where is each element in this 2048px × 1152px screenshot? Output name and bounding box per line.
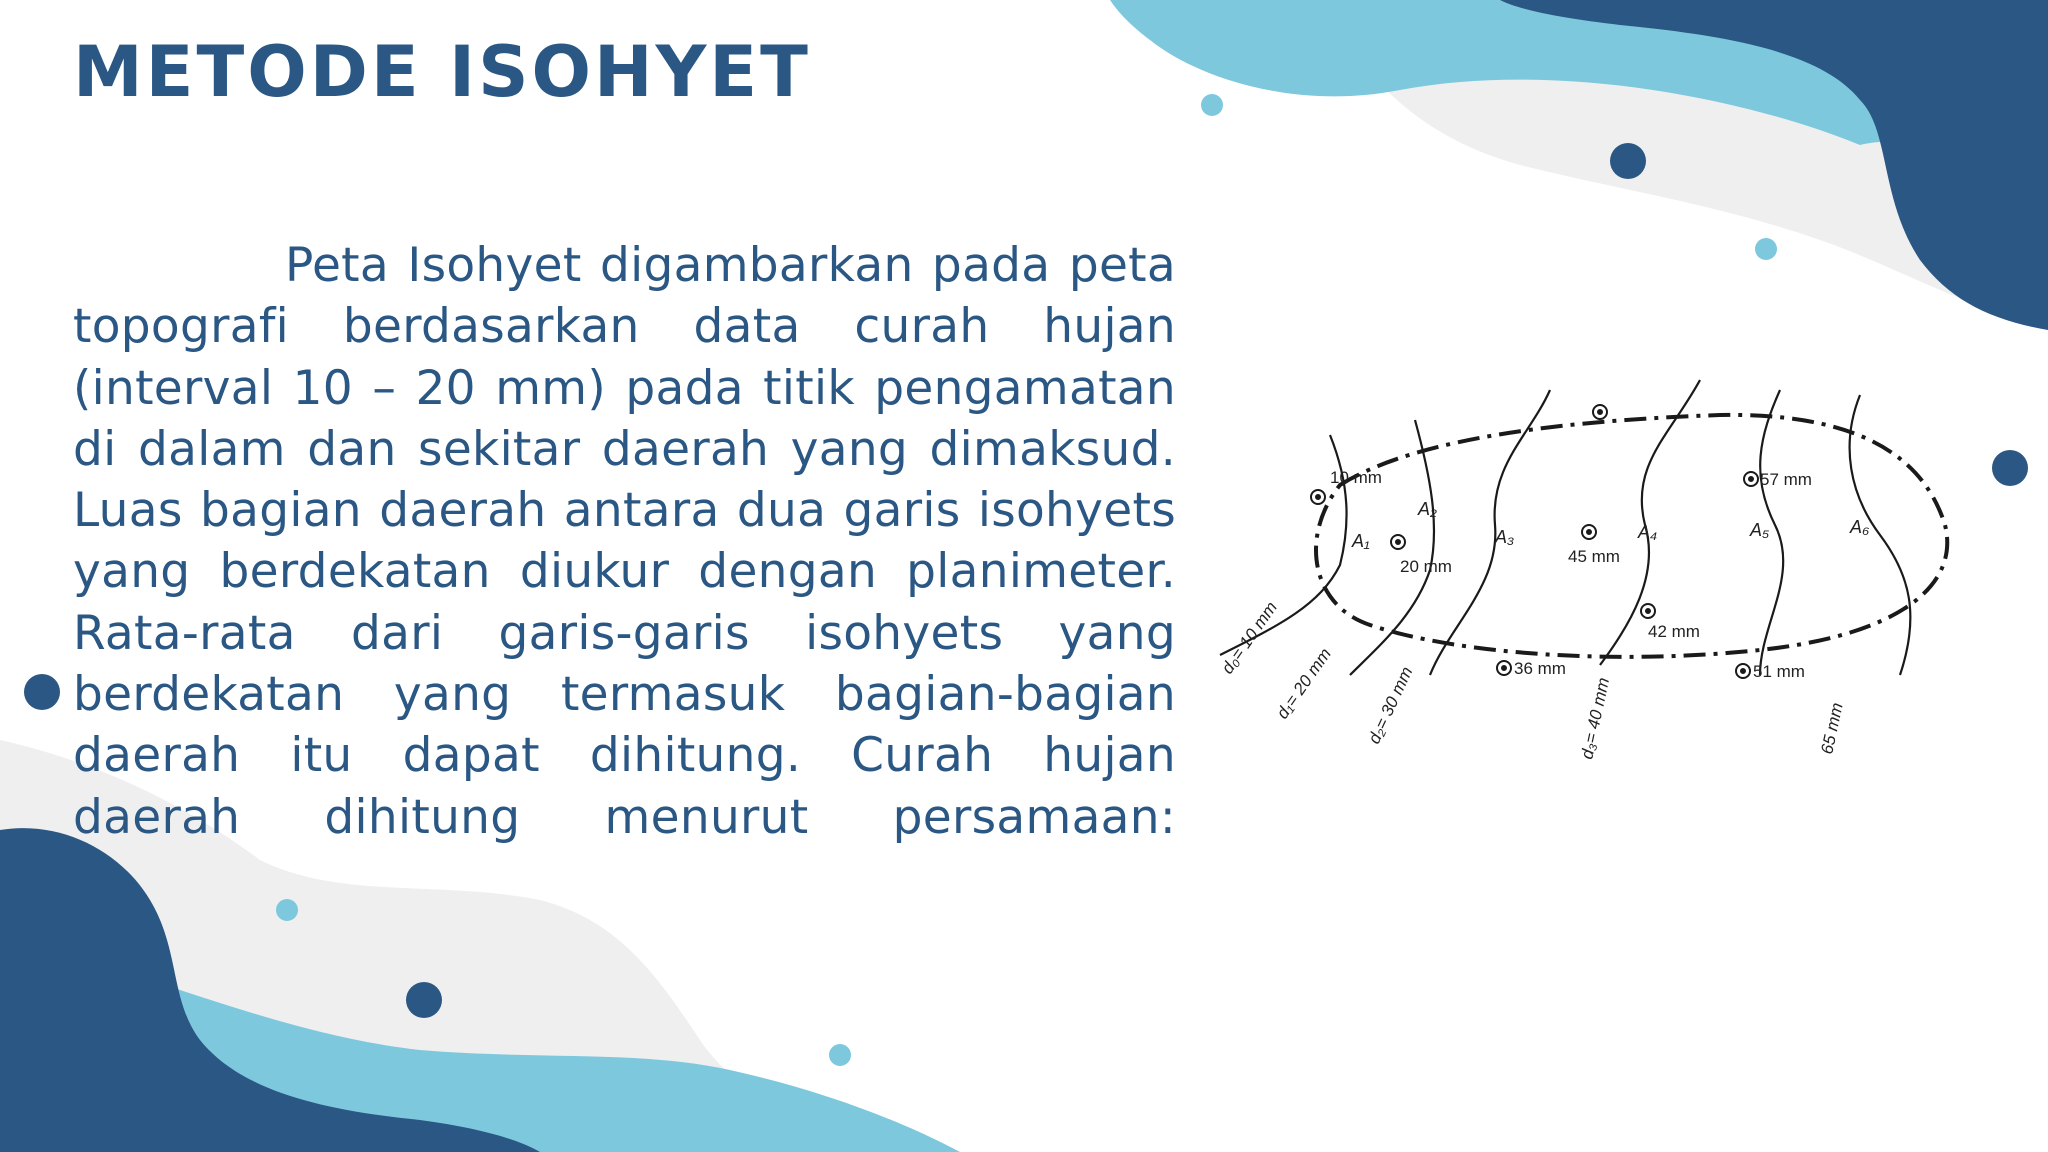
isohyet-label: d₁= 20 mm	[1272, 644, 1335, 723]
station-label: 20 mm	[1400, 557, 1452, 576]
station-label: 36 mm	[1514, 659, 1566, 678]
isohyet-diagram	[1200, 375, 1960, 775]
area-label: A₆	[1850, 517, 1870, 537]
dot	[1992, 450, 2028, 486]
station-label: 51 mm	[1753, 662, 1805, 681]
station-label: 42 mm	[1648, 622, 1700, 641]
dot	[1201, 94, 1223, 116]
area-label: A₃	[1495, 527, 1515, 547]
dot	[1610, 143, 1646, 179]
dot	[24, 674, 60, 710]
station-label: 10 mm	[1330, 468, 1382, 487]
dot	[276, 899, 298, 921]
dot	[829, 1044, 851, 1066]
station-label: 57 mm	[1760, 470, 1812, 489]
isohyet-label: d₂= 30 mm	[1364, 663, 1417, 747]
dot	[406, 982, 442, 1018]
slide-title: METODE ISOHYET	[73, 31, 811, 113]
slide-paragraph: Peta Isohyet digambarkan pada peta topografi berdasarkan data curah hujan (interval 10 – 20 mm) pada titik pengamatan di dalam dan sekitar daerah yang dimaksud. Luas bagian daerah antara dua garis isohyets yang berdekatan diukur dengan planimeter. Rata-rata dari garis-garis isohyets yang berdekatan yang termasuk bagian-bagian daerah itu dapat dihitung. Curah hujan daerah dihitung menurut persamaan:	[73, 238, 1176, 845]
diagram-background	[1200, 375, 1960, 775]
area-label: A₁	[1352, 531, 1370, 551]
isohyet-label: d₀= 10 mm	[1217, 598, 1282, 678]
area-label: A₅	[1750, 520, 1770, 540]
isohyet-label: 65 mm	[1817, 701, 1847, 756]
area-label: A₄	[1638, 522, 1658, 542]
dot	[1755, 238, 1777, 260]
station-label: 45 mm	[1568, 547, 1620, 566]
area-label: A₂	[1418, 499, 1437, 519]
isohyet-label: d₃= 40 mm	[1577, 675, 1614, 761]
